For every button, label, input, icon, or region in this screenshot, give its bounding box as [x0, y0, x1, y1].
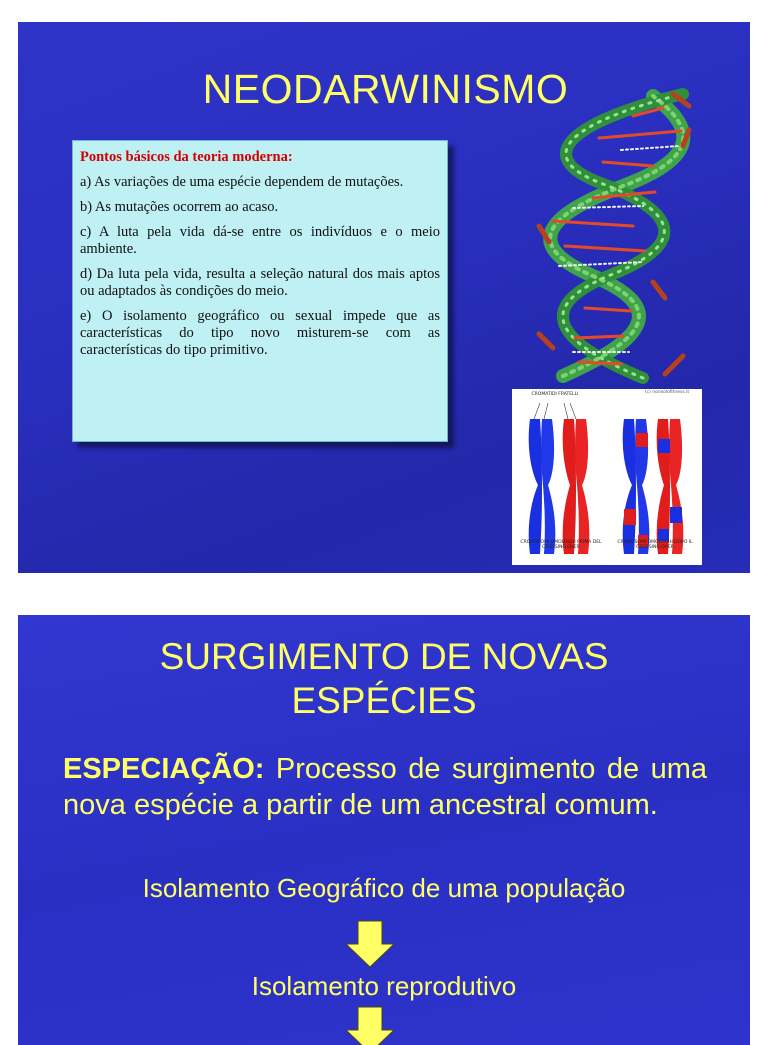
down-arrow-icon: [344, 920, 396, 968]
point-d: d) Da luta pela vida, resulta a seleção natural dos mais aptos ou adaptados às condições do meio.: [80, 266, 440, 299]
theory-points-box: [72, 140, 448, 442]
label-before-crossing: CROMOSOMI OMOLOGHI PRIMA DEL CROSSING OVER: [520, 540, 602, 550]
label-sister-chromatids: CROMATIDI FRATELLI: [531, 392, 579, 397]
chromosome-drawing: [512, 389, 702, 565]
dna-helix-image: [533, 86, 693, 386]
point-a: a) As variações de uma espécie dependem de mutações.: [80, 174, 404, 190]
step-geographic-isolation: Isolamento Geográfico de uma população: [142, 873, 626, 903]
speciation-definition: [63, 751, 707, 823]
slide-title: [18, 635, 750, 723]
down-arrow-icon: [344, 1006, 396, 1045]
title-line-1: SURGIMENTO DE NOVAS: [159, 636, 609, 677]
title-line-2: ESPÉCIES: [291, 680, 477, 721]
slide-surgimento-especies: [18, 615, 750, 1045]
box-heading: Pontos básicos da teoria moderna:: [80, 149, 293, 165]
slide-neodarwinismo: [18, 22, 750, 573]
point-c: c) A luta pela vida dá-se entre os indivíduos e o meio ambiente.: [80, 224, 440, 257]
point-e: e) O isolamento geográfico ou sexual impede que as características do tipo novo misturem-se com as características do tipo primitivo.: [80, 308, 440, 358]
term-especiacao: ESPECIAÇÃO:: [63, 753, 265, 785]
label-after-crossing: CROMOSOMI OMOLOGHI DOPO IL CROSSING OVER: [617, 540, 693, 550]
definition-text: Processo de surgimento de uma nova espécie a partir de um ancestral comum.: [63, 753, 707, 821]
step-reproductive-isolation: Isolamento reprodutivo: [251, 971, 517, 1001]
chromosome-crossing-over-image: [512, 389, 702, 565]
label-copyright: (c) nonsolofitness.it: [644, 390, 690, 395]
slide-title: NEODARWINISMO: [202, 66, 569, 112]
point-b: b) As mutações ocorrem ao acaso.: [80, 199, 279, 215]
